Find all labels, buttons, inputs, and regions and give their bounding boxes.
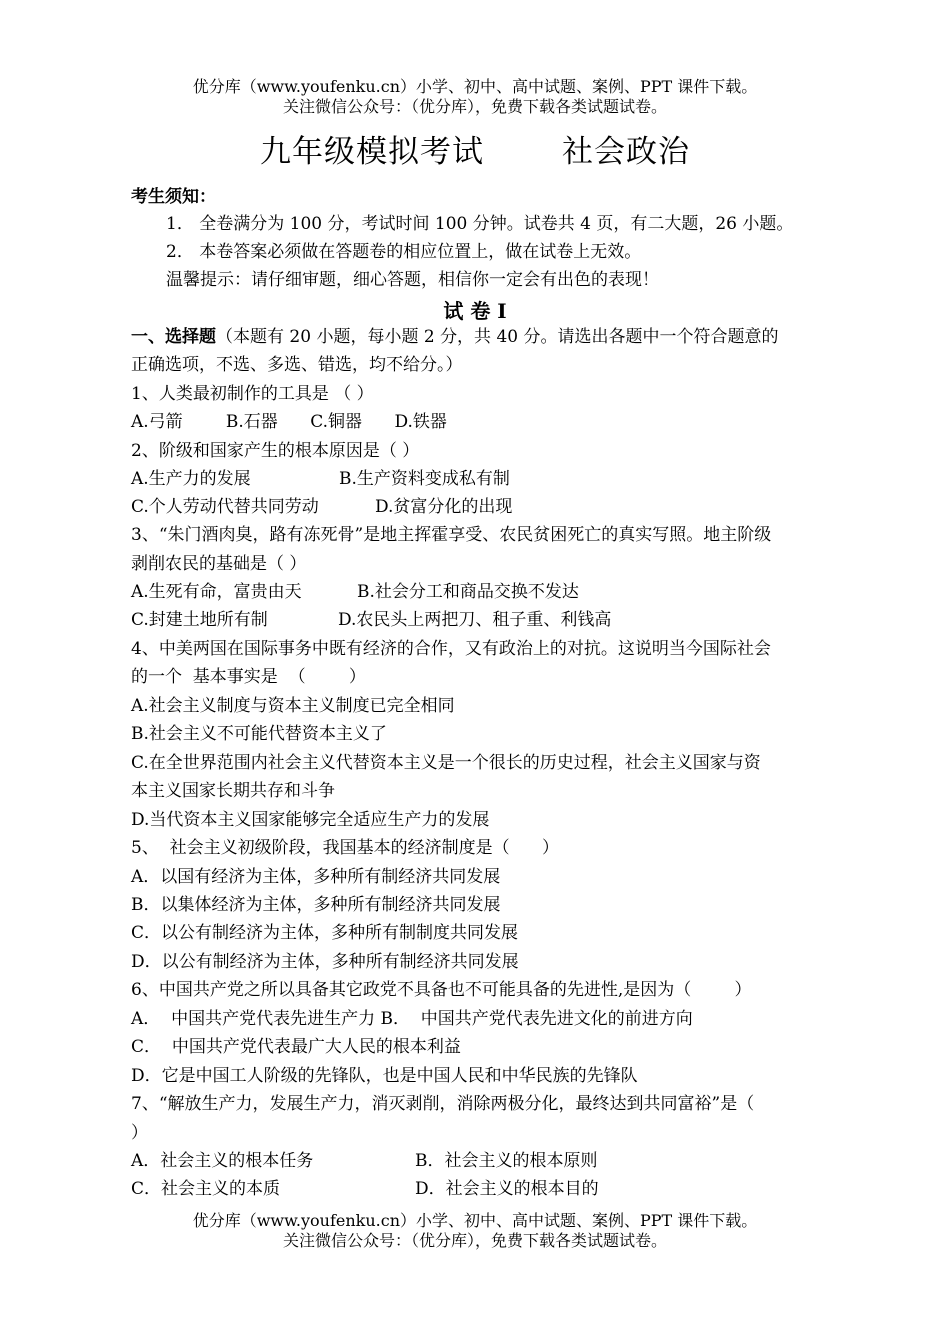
question-5-option-b: B．以集体经济为主体，多种所有制经济共同发展 — [131, 895, 501, 915]
question-4-line-1: 4、中美两国在国际事务中既有经济的合作，又有政治上的对抗。这说明当今国际社会 — [131, 639, 771, 659]
question-6-option-d: D．它是中国工人阶级的先锋队，也是中国人民和中华民族的先锋队 — [131, 1066, 638, 1086]
question-4-option-a: A.社会主义制度与资本主义制度已完全相同 — [131, 696, 455, 716]
question-4-option-c-1: C.在全世界范围内社会主义代替资本主义是一个很长的历史过程，社会主义国家与资 — [131, 753, 761, 773]
footer-line-1: 优分库（www.youfenku.cn）小学、初中、高中试题、案例、PPT 课件下载。 — [192, 1211, 758, 1230]
notice-tip: 温馨提示：请仔细审题，细心答题，相信你一定会有出色的表现！ — [166, 270, 659, 290]
question-7-option-c: C．社会主义的本质 — [131, 1179, 281, 1199]
question-4-option-c-2: 本主义国家长期共存和斗争 — [131, 781, 335, 801]
question-2-option-d: D.贫富分化的出现 — [375, 497, 513, 517]
header-line-2: 关注微信公众号：（优分库），免费下载各类试题试卷。 — [282, 97, 667, 116]
question-3-option-c: C.封建土地所有制 — [131, 610, 268, 630]
question-3-option-d: D.农民头上两把刀、租子重、利钱高 — [338, 610, 612, 630]
part1-desc: （本题有 20 小题，每小题 2 分，共 40 分。请选出各题中一个符合题意的 — [216, 327, 779, 347]
question-5-option-a: A．以国有经济为主体，多种所有制经济共同发展 — [131, 867, 501, 887]
question-2: 2、阶级和国家产生的根本原因是（ ） — [131, 441, 420, 461]
question-2-option-b: B.生产资料变成私有制 — [339, 469, 510, 489]
part1-intro — [131, 326, 846, 348]
exam-title-left: 九年级模拟考试 — [260, 134, 484, 170]
question-7-option-a: A．社会主义的根本任务 — [131, 1151, 314, 1171]
question-2-option-c: C.个人劳动代替共同劳动 — [131, 497, 319, 517]
question-3-option-a: A.生死有命，富贵由天 — [131, 582, 302, 602]
notice-item-1: 1． 全卷满分为 100 分，考试时间 100 分钟。试卷共 4 页，有二大题，26 小题。 — [166, 214, 794, 234]
question-6: 6、中国共产党之所以具备其它政党不具备也不可能具备的先进性,是因为（ ） — [131, 980, 752, 1000]
question-5-option-d: D．以公有制经济为主体，多种所有制经济共同发展 — [131, 952, 519, 972]
question-7-line-2: ） — [131, 1123, 148, 1143]
question-3-line-2: 剥削农民的基础是（ ） — [131, 554, 307, 574]
question-6-options-ab: A． 中国共产党代表先进生产力 B． 中国共产党代表先进文化的前进方向 — [131, 1009, 693, 1029]
question-4-option-d: D.当代资本主义国家能够完全适应生产力的发展 — [131, 810, 490, 830]
question-3-line-1: 3、“朱门酒肉臭，路有冻死骨”是地主挥霍享受、农民贫困死亡的真实写照。地主阶级 — [131, 525, 772, 545]
notice-item-2: 2． 本卷答案必须做在答题卷的相应位置上，做在试卷上无效。 — [166, 242, 642, 262]
question-7-option-b: B．社会主义的根本原则 — [415, 1151, 598, 1171]
question-5-option-c: C．以公有制经济为主体，多种所有制制度共同发展 — [131, 923, 519, 943]
question-3-option-b: B.社会分工和商品交换不发达 — [357, 582, 579, 602]
exam-title-right: 社会政治 — [562, 134, 690, 170]
notice-heading: 考生须知： — [131, 187, 216, 207]
question-2-option-a: A.生产力的发展 — [131, 469, 251, 489]
footer-line-2: 关注微信公众号：（优分库），免费下载各类试题试卷。 — [282, 1231, 667, 1250]
part1-desc-2: 正确选项，不选、多选、错选，均不给分。） — [131, 355, 463, 375]
question-4-option-b: B.社会主义不可能代替资本主义了 — [131, 724, 387, 744]
question-6-option-c: C． 中国共产党代表最广大人民的根本利益 — [131, 1037, 461, 1057]
header-line-1: 优分库（www.youfenku.cn）小学、初中、高中试题、案例、PPT 课件下载。 — [192, 77, 758, 96]
section-title: 试 卷 Ⅰ — [443, 299, 507, 323]
question-5: 5、 社会主义初级阶段，我国基本的经济制度是（ ） — [131, 838, 560, 858]
part1-heading: 一、选择题 — [131, 327, 216, 347]
question-1-options: A.弓箭 B.石器 C.铜器 D.铁器 — [131, 412, 447, 432]
exam-title — [0, 132, 950, 172]
question-1: 1、人类最初制作的工具是 （ ） — [131, 384, 374, 404]
question-4-line-2: 的一个 基本事实是 （ ） — [131, 667, 366, 687]
question-7-option-d: D．社会主义的根本目的 — [415, 1179, 599, 1199]
question-7-line-1: 7、“解放生产力，发展生产力，消灭剥削，消除两极分化，最终达到共同富裕”是（ — [131, 1094, 755, 1114]
